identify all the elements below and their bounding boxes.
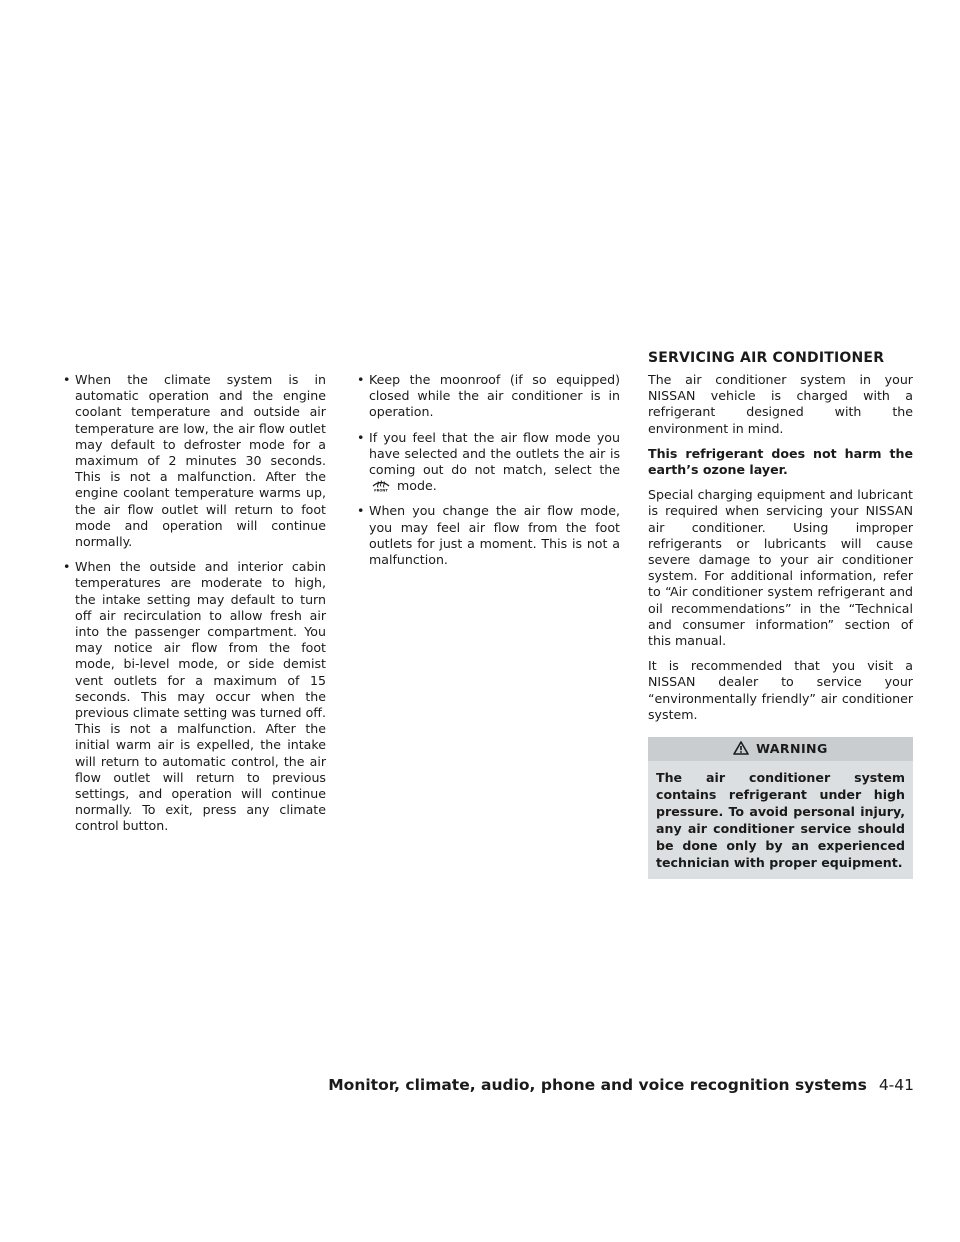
warning-header — [648, 737, 913, 761]
list-item: • When the outside and interior cabin temperatures are moderate to high, the intake setting may default to turn off air recirculation to allow fresh air into the passenger compartment. You may notice air flow from the foot mode, bi-level mode, or side demist vent outlets for a maximum of 15 seconds. This may occur when the previous climate setting was turned off. This is not a malfunction. After the initial warm air is expelled, the intake will return to automatic control, the air flow outlet will return to previous settings, and operation will continue normally. To exit, press any climate control button. — [62, 559, 326, 834]
list-item: • When you change the air flow mode, you may feel air flow from the foot outlets for just a moment. This is not a malfunction. — [356, 503, 620, 568]
chapter-title: Monitor, climate, audio, phone and voice recognition systems — [328, 1076, 867, 1094]
page-footer — [328, 1076, 914, 1094]
warning-body: The air conditioner system contains refrigerant under high pressure. To avoid personal injury, any air conditioner service should be done only by an experienced technician with proper equipment. — [656, 770, 905, 871]
paragraph: Special charging equipment and lubricant is required when servicing your NISSAN air conditioner. Using improper refrigerants or lubricants will cause severe damage to your air conditioner system. For additional information, refer to “Air conditioner system refrigerant and oil recommendations” in the “Technical and consumer information” section of this manual. — [648, 487, 913, 649]
column-middle — [356, 372, 620, 577]
list-item-text: If you feel that the air flow mode you have selected and the outlets the air is coming out do not match, select the — [369, 429, 620, 478]
column-left — [62, 372, 326, 844]
section-heading: SERVICING AIR CONDITIONER — [648, 350, 885, 366]
paragraph: The air conditioner system in your NISSAN vehicle is charged with a refrigerant designed with the environment in mind. — [648, 372, 913, 436]
front-defroster-icon — [370, 478, 392, 492]
list-item-text: mode. — [397, 478, 437, 494]
column-right — [648, 372, 913, 879]
list-item: • When the climate system is in automatic operation and the engine coolant temperature and outside air temperature are low, the air flow outlet may default to defroster mode for a maximum of 2 minutes 30 seconds. This is not a malfunction. After the engine coolant temperature warms up, the air flow outlet will return to foot mode and operation will continue normally. — [62, 372, 326, 550]
list-item: • Keep the moonroof (if so equipped) closed while the air conditioner is in operation. — [356, 372, 620, 421]
svg-text:FRONT: FRONT — [374, 488, 388, 493]
warning-triangle-icon — [733, 741, 756, 756]
page-number: 4-41 — [878, 1076, 914, 1094]
paragraph: It is recommended that you visit a NISSAN dealer to service your “environmentally friendly” air conditioner system. — [648, 658, 913, 722]
paragraph-bold: This refrigerant does not harm the earth’s ozone layer. — [648, 445, 913, 478]
bullet-list — [62, 372, 326, 835]
warning-box — [648, 737, 913, 879]
warning-title: WARNING — [756, 741, 828, 757]
bullet-list — [356, 372, 620, 568]
list-item — [356, 430, 620, 495]
